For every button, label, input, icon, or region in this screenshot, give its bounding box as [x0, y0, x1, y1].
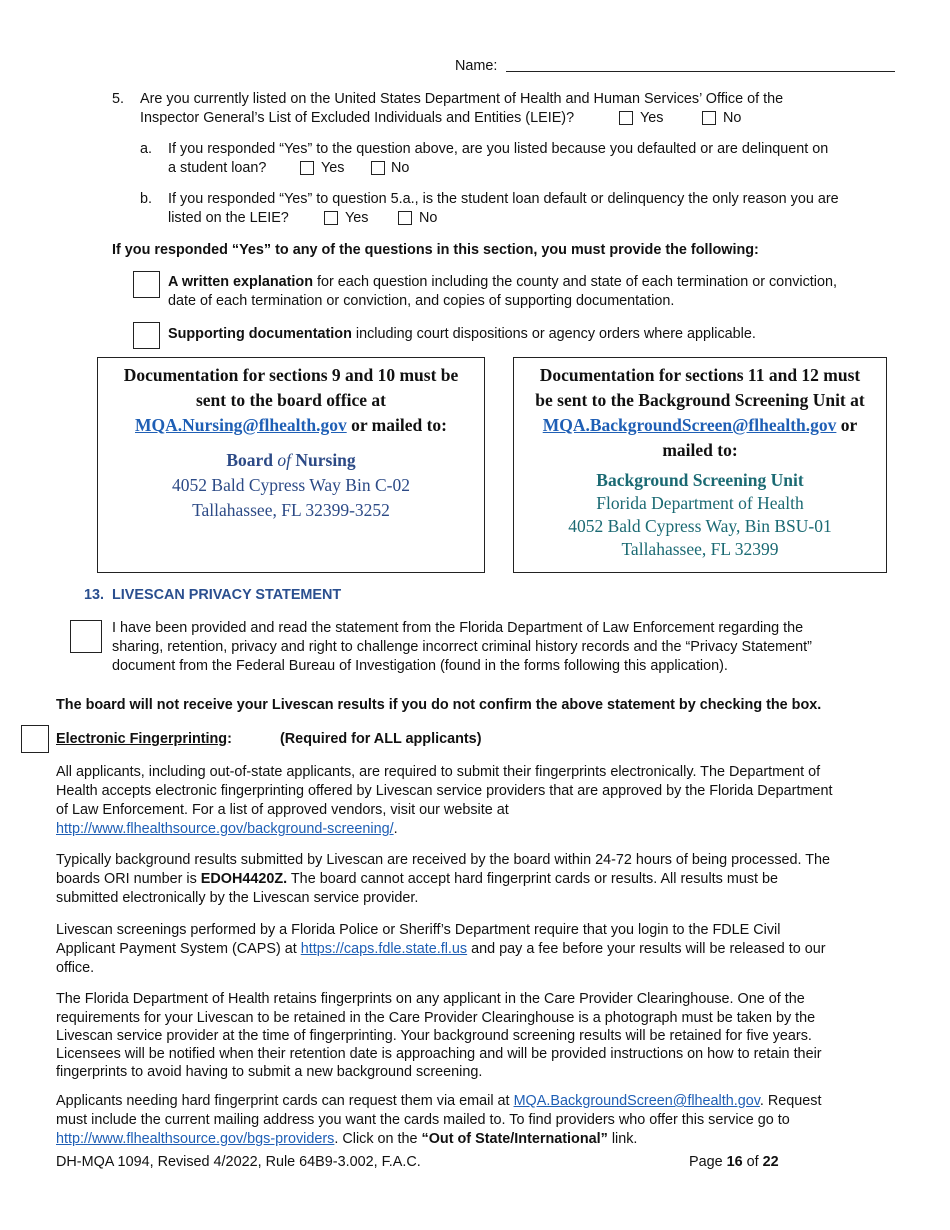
- fp-p1-end: .: [393, 821, 398, 837]
- written-explanation-bold: A written explanation: [168, 274, 313, 290]
- q5b-no-label: No: [419, 210, 438, 226]
- fp-p2-line3: submitted electronically by the Livescan service provider.: [56, 890, 419, 906]
- q5-text-line1: Are you currently listed on the United States Department of Health and Human Services’ Office of the: [140, 91, 784, 107]
- bgs-addr3: Tallahassee, FL 32399: [621, 539, 779, 559]
- q5a-letter: a.: [140, 141, 153, 157]
- board-office-box: [97, 357, 485, 573]
- written-explanation-text: for each question including the county and state of each termination or conviction,: [313, 274, 837, 290]
- fingerprinting-title-wrap: [56, 730, 232, 749]
- name-field[interactable]: [506, 71, 895, 72]
- bgs-email-link-2[interactable]: MQA.BackgroundScreen@flhealth.gov: [513, 1093, 760, 1109]
- footer-form-id: DH-MQA 1094, Revised 4/2022, Rule 64B9-3.002, F.A.C.: [56, 1154, 421, 1170]
- privacy-line3: document from the Federal Bureau of Investigation (found in the forms following this application).: [112, 658, 728, 674]
- q5-no-checkbox[interactable]: [702, 111, 716, 125]
- q5a-text-line1: If you responded “Yes” to the question above, are you listed because you defaulted or are delinquent on: [168, 141, 829, 157]
- written-explanation-checkbox[interactable]: [133, 271, 160, 298]
- fp-p3-line1: Livescan screenings performed by a Florida Police or Sheriff’s Department require that you login to the FDLE Civil: [56, 922, 781, 938]
- q5a-yes-checkbox[interactable]: [300, 161, 314, 175]
- fp-p2-line2: [56, 870, 778, 889]
- fp-p1-line4: [56, 820, 398, 839]
- name-label: Name:: [455, 58, 498, 74]
- q5b-yes-label: Yes: [345, 210, 369, 226]
- fp-p3-line2a: Applicant Payment System (CAPS) at: [56, 941, 301, 957]
- fp-p4-line4: Licensees will be notified when their retention date is approaching and will be provided instructions on how to retain their: [56, 1046, 822, 1062]
- board-box-line2: sent to the board office at: [195, 390, 387, 410]
- fp-p4-line1: The Florida Department of Health retains fingerprints on any applicant in the Care Provider Clearinghouse. One of the: [56, 991, 805, 1007]
- supporting-documentation-line: [168, 325, 756, 344]
- bgs-org: Background Screening Unit: [596, 470, 804, 490]
- board-email-link[interactable]: MQA.Nursing@flhealth.gov: [135, 415, 347, 435]
- bgs-box-line1: Documentation for sections 11 and 12 must: [539, 365, 861, 385]
- q5a-text-line2: a student loan?: [168, 160, 267, 176]
- footer-page-word: Page: [689, 1154, 727, 1170]
- bgs-box-or: or: [836, 415, 858, 435]
- bgs-email-link[interactable]: MQA.BackgroundScreen@flhealth.gov: [542, 415, 837, 435]
- fp-p2-line2b: The board cannot accept hard fingerprint cards or results. All results must be: [287, 871, 779, 887]
- electronic-fingerprinting-checkbox[interactable]: [21, 725, 49, 753]
- q5-text-line2: Inspector General’s List of Excluded Individuals and Entities (LEIE)?: [140, 110, 575, 126]
- board-addr2: Tallahassee, FL 32399-3252: [192, 500, 390, 520]
- section13-number: 13.: [84, 587, 105, 603]
- fp-p1-line1: All applicants, including out-of-state applicants, are required to submit their fingerprints electronically. The Department of: [56, 764, 821, 780]
- board-org-b: Nursing: [291, 450, 356, 470]
- footer-page-number: [689, 1153, 779, 1172]
- fingerprinting-required: (Required for ALL applicants): [280, 731, 482, 747]
- fp-p2-line1: Typically background results submitted by Livescan are received by the board within 24-72 hours of being processed. The: [56, 852, 831, 868]
- fp-p4-line5: fingerprints to avoid having to submit a new background screening.: [56, 1064, 483, 1080]
- bgs-providers-link[interactable]: http://www.flhealthsource.gov/bgs-providers: [56, 1131, 335, 1147]
- q5b-yes-checkbox[interactable]: [324, 211, 338, 225]
- q5a-yes-label: Yes: [321, 160, 345, 176]
- fp-p5-line3b: link.: [607, 1131, 638, 1147]
- q5-yes-checkbox[interactable]: [619, 111, 633, 125]
- fp-p5-line2: must include the current mailing address you want the cards mailed to. To find providers who offer this service go to: [56, 1112, 790, 1128]
- bgs-addr2: 4052 Bald Cypress Way, Bin BSU-01: [568, 516, 832, 536]
- footer-page-current: 16: [726, 1154, 743, 1170]
- board-addr1: 4052 Bald Cypress Way Bin C-02: [172, 475, 410, 495]
- section13-title: LIVESCAN PRIVACY STATEMENT: [112, 587, 342, 603]
- board-org-a: Board: [226, 450, 278, 470]
- fp-p5-line1b: . Request: [759, 1093, 822, 1109]
- fp-p5-line3: [56, 1130, 637, 1149]
- fp-p3-line2b: and pay a fee before your results will be released to our: [467, 941, 826, 957]
- fp-p5-line1a: Applicants needing hard fingerprint cards can request them via email at: [56, 1093, 514, 1109]
- fp-p3-line3: office.: [56, 960, 95, 976]
- board-box-mailed: or mailed to:: [346, 415, 447, 435]
- q5a-no-checkbox[interactable]: [371, 161, 385, 175]
- fp-p5-line1: [56, 1092, 822, 1111]
- fp-p4-line2: requirements for your Livescan to be retained in the Care Provider Clearinghouse is a photograph must be taken by the: [56, 1010, 816, 1026]
- board-org-of: of: [277, 450, 291, 470]
- privacy-line2: sharing, retention, privacy and right to challenge incorrect criminal history records and the “Privacy Statement”: [112, 639, 812, 655]
- footer-of-word: of: [742, 1154, 763, 1170]
- fingerprinting-colon: :: [227, 731, 232, 747]
- q5-yes-label: Yes: [640, 110, 664, 126]
- written-explanation-line2: date of each termination or conviction, and copies of supporting documentation.: [168, 293, 675, 309]
- q5a-no-label: No: [391, 160, 410, 176]
- q5b-text-line1: If you responded “Yes” to question 5.a., is the student loan default or delinquency the only reason you are: [168, 191, 839, 207]
- supporting-documentation-checkbox[interactable]: [133, 322, 160, 349]
- privacy-line1: I have been provided and read the statement from the Florida Department of Law Enforcement regarding the: [112, 620, 804, 636]
- board-of-nursing-title: [98, 448, 484, 473]
- fp-p5-line3a: . Click on the: [334, 1131, 422, 1147]
- q5-number: 5.: [112, 91, 125, 107]
- bgs-addr1: Florida Department of Health: [596, 493, 804, 513]
- footer-page-total: 22: [762, 1154, 779, 1170]
- bgs-box-line2: be sent to the Background Screening Unit at: [535, 390, 865, 410]
- fp-p1-line3: of Law Enforcement. For a list of approved vendors, visit our website at: [56, 802, 509, 818]
- q5b-text-line2: listed on the LEIE?: [168, 210, 289, 226]
- livescan-warning: The board will not receive your Livescan results if you do not confirm the above statement by checking the box.: [56, 697, 822, 713]
- supporting-documentation-text: including court dispositions or agency orders where applicable.: [351, 326, 756, 342]
- background-screening-box: [513, 357, 887, 573]
- fp-p3-line2: [56, 940, 826, 959]
- out-of-state-link-label: “Out of State/International”: [421, 1131, 608, 1147]
- bgs-box-line4: mailed to:: [662, 440, 738, 460]
- q5b-no-checkbox[interactable]: [398, 211, 412, 225]
- privacy-statement-checkbox[interactable]: [70, 620, 102, 653]
- written-explanation-line1: [168, 273, 837, 292]
- fingerprinting-title: Electronic Fingerprinting: [56, 731, 228, 747]
- supporting-documentation-bold: Supporting documentation: [168, 326, 352, 342]
- fp-p4-line3: Livescan service provider at the time of fingerprinting. Your background screening results will be retained for five years.: [56, 1028, 812, 1044]
- q5-no-label: No: [723, 110, 742, 126]
- board-box-line1: Documentation for sections 9 and 10 must be: [123, 365, 459, 385]
- q5b-letter: b.: [140, 191, 153, 207]
- background-screening-link[interactable]: http://www.flhealthsource.gov/background-screening/: [56, 821, 394, 837]
- ori-number: EDOH4420Z.: [200, 871, 288, 887]
- fp-p2-line2a: boards ORI number is: [56, 871, 201, 887]
- requirements-heading: If you responded “Yes” to any of the questions in this section, you must provide the following:: [112, 242, 759, 258]
- caps-link[interactable]: https://caps.fdle.state.fl.us: [300, 941, 468, 957]
- fp-p1-line2: Health accepts electronic fingerprinting offered by Livescan service providers that are approved by the Florida Department: [56, 783, 833, 799]
